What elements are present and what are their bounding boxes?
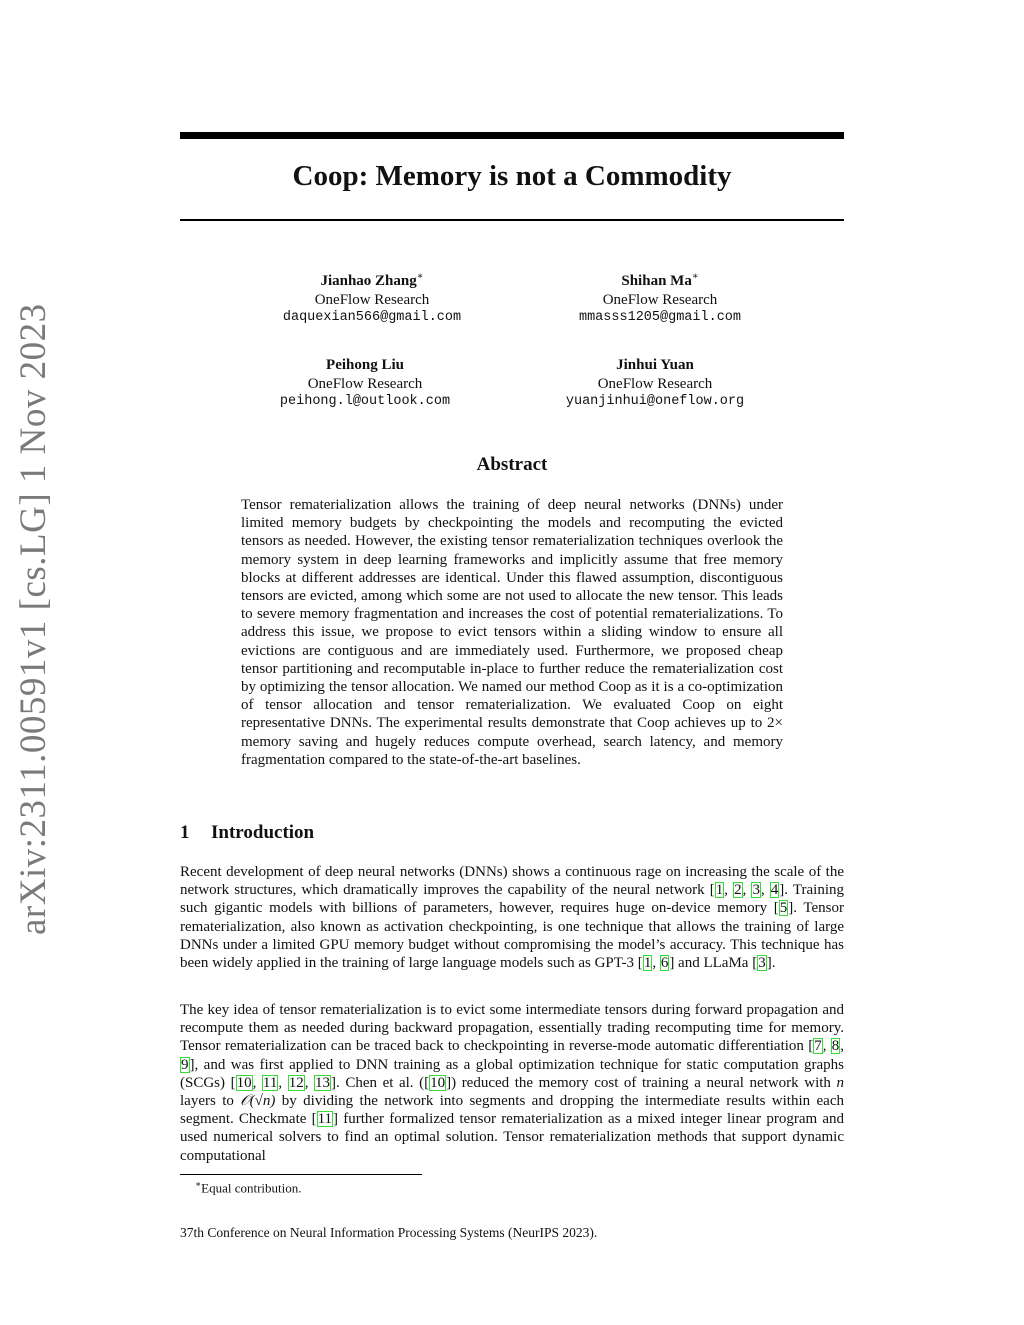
paper-title: Coop: Memory is not a Commodity: [292, 160, 732, 192]
footnote-text: Equal contribution.: [201, 1180, 302, 1196]
author-affiliation: OneFlow Research: [597, 375, 713, 392]
author-name: Shihan Ma∗: [621, 271, 699, 289]
author-affiliation: OneFlow Research: [314, 291, 430, 308]
author-name: Jianhao Zhang∗: [320, 271, 424, 289]
citation-link[interactable]: 8: [831, 1038, 840, 1055]
author-affiliation: OneFlow Research: [307, 375, 423, 392]
author-email[interactable]: mmasss1205@gmail.com: [578, 310, 742, 325]
title-bottom-rule: [180, 219, 844, 221]
citation-link[interactable]: 1: [715, 882, 724, 899]
citation-link[interactable]: 4: [770, 882, 779, 899]
title-top-rule: [180, 132, 844, 139]
arxiv-identifier: arXiv:2311.00591v1 [cs.LG] 1 Nov 2023: [13, 303, 54, 935]
citation-link[interactable]: 10: [430, 1074, 446, 1091]
citation-link[interactable]: 12: [288, 1074, 304, 1091]
citation-link[interactable]: 11: [262, 1074, 278, 1091]
equal-contribution-mark: ∗: [416, 271, 424, 282]
author-name: Peihong Liu: [326, 357, 404, 373]
citation-link[interactable]: 13: [315, 1074, 331, 1091]
author-email[interactable]: yuanjinhui@oneflow.org: [565, 394, 745, 409]
introduction-paragraph: Recent development of deep neural networks (DNNs) shows a continuous rage on increasing the scale of the network structures, which dramatically improves the capability of the neural network [1, 2, 3, 4]. Training such gigantic models with billions of parameters, however, requires huge on-device memory [5]. Tensor rematerialization, also known as activation checkpointing, is one technique that allows the training of large DNNs under a limited GPU memory budget without compromising the model’s accuracy. This technique has been widely applied in the training of large language models such as GPT-3 [1, 6] and LLaMa [3].: [180, 864, 844, 972]
footnote: [195, 1179, 302, 1196]
citation-link[interactable]: 7: [814, 1038, 822, 1055]
citation-link[interactable]: 2: [734, 882, 742, 899]
author-name: Jinhui Yuan: [616, 357, 694, 373]
equal-contribution-mark: ∗: [691, 271, 699, 282]
introduction-heading: [180, 822, 314, 844]
abstract-text: Tensor rematerialization allows the training of deep neural networks (DNNs) under limited memory budgets by checkpointing the models and recomputing the evicted tensors as needed. However, the existing tensor rematerialization techniques overlook the memory system in deep learning frameworks and implicitly assume that free memory blocks at different addresses are identical. Under this flawed assumption, discontiguous tensors are evicted, among which some are not used to allocate the new tensor. This leads to severe memory fragmentation and increases the cost of potential rematerializations. To address this issue, we propose to evict tensors within a sliding window to ensure all evictions are contiguous and are immediately used. Furthermore, we proposed cheap tensor partitioning and recomputable in-place to further reduce the rematerialization cost by optimizing the tensor allocation. We named our method Coop as it is a co-optimization of tensor allocation and tensor rematerialization. We evaluated Coop on eight representative DNNs. The experimental results demonstrate that Coop achieves up to 2× memory saving and hugely reduces compute overhead, search latency, and memory fragmentation compared to the state-of-the-art baselines.: [241, 497, 783, 768]
citation-link[interactable]: 1: [643, 955, 652, 972]
math-expression: 𝒪(√n): [240, 1093, 276, 1110]
citation-link[interactable]: 6: [660, 955, 669, 972]
citation-link[interactable]: 10: [236, 1074, 252, 1091]
abstract-heading: Abstract: [476, 454, 548, 475]
introduction-paragraph: The key idea of tensor rematerialization is to evict some intermediate tensors during forward propagation and recompute them as needed during backward propagation, essentially trading recomputing time for memory. Tensor rematerialization can be traced back to checkpointing in reverse-mode automatic differentiation [7, 8, 9], and was first applied to DNN training as a global optimization technique for static computation graphs (SCGs) [10, 11, 12, 13]. Chen et al. ([10]) reduced the memory cost of training a neural network with n layers to 𝒪(√n) by dividing the network into segments and dropping the intermediate results within each segment. Checkmate [11] further formalized tensor rematerialization as a mixed integer linear program and used numerical solvers to find an optimal solution. Tensor rematerialization methods that support dynamic computational: [180, 1002, 845, 1164]
venue-note: 37th Conference on Neural Information Processing Systems (NeurIPS 2023).: [180, 1225, 598, 1240]
math-variable: n: [836, 1074, 844, 1091]
author-affiliation: OneFlow Research: [602, 291, 718, 308]
citation-link[interactable]: 3: [758, 955, 766, 972]
author-email[interactable]: peihong.l@outlook.com: [279, 394, 451, 409]
citation-link[interactable]: 9: [181, 1056, 189, 1073]
author-email[interactable]: daquexian566@gmail.com: [282, 310, 462, 325]
author-block: [222, 268, 522, 328]
footnote-rule: [180, 1174, 422, 1175]
author-block: [215, 352, 515, 412]
section-number: 1: [180, 822, 190, 843]
citation-link[interactable]: 11: [317, 1111, 333, 1128]
author-block: [505, 352, 805, 412]
citation-link[interactable]: 3: [752, 882, 760, 899]
section-title: Introduction: [211, 822, 315, 843]
citation-link[interactable]: 5: [779, 900, 788, 917]
author-block: [510, 268, 810, 328]
footnote-mark: ∗: [195, 1179, 202, 1189]
